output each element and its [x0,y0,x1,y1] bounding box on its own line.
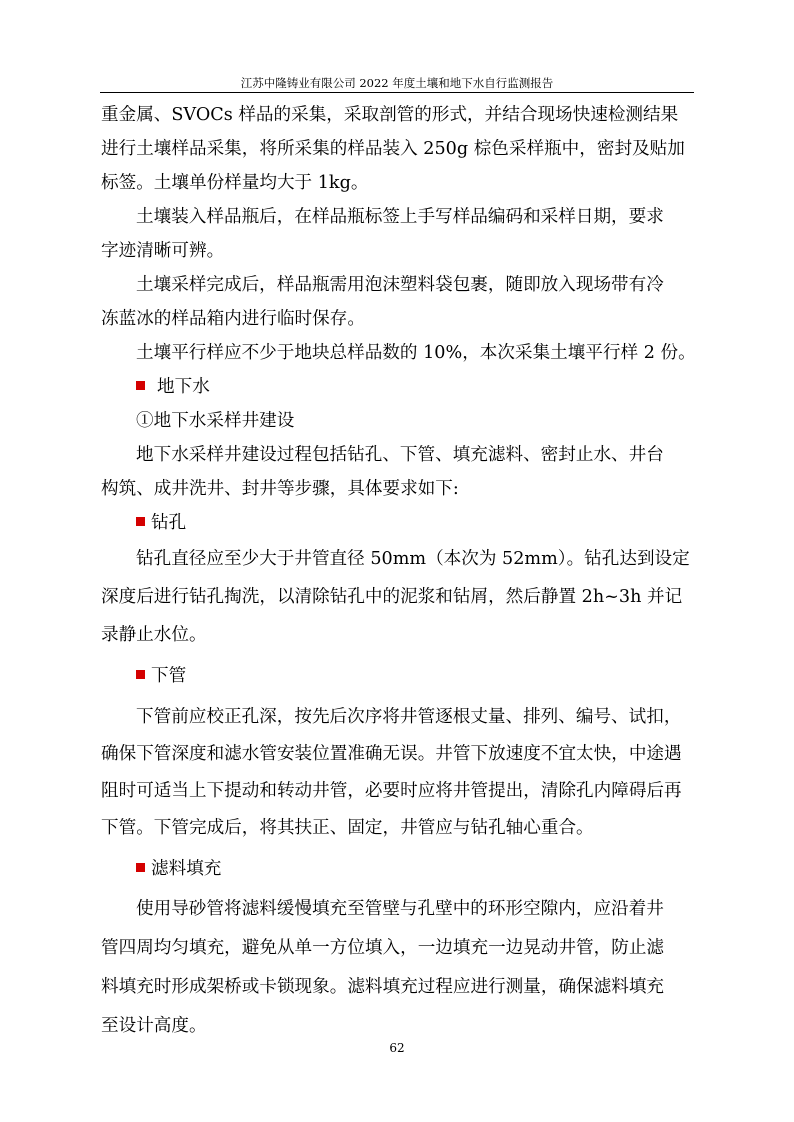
paragraph-line: 字迹清晰可辨。 [101,241,225,261]
heading-text: 地下水 [157,377,210,397]
paragraph-line: 重金属、SVOCs 样品的采集，采取剖管的形式，并结合现场快速检测结果 [101,105,679,125]
bullet-square-icon [136,517,145,526]
section-heading-groundwater [136,376,736,398]
section-heading-pipe-installation [136,665,736,687]
paragraph-line: 土壤装入样品瓶后，在样品瓶标签上手写样品编码和采样日期，要求 [136,207,664,227]
paragraph-line: 构筑、成井洗井、封井等步骤，具体要求如下: [101,479,459,499]
bullet-square-icon [136,863,145,872]
paragraph-line: 进行土壤样品采集，将所采集的样品装入 250g 棕色采样瓶中，密封及贴加 [101,139,685,159]
paragraph-line: 使用导砂管将滤料缓慢填充至管壁与孔壁中的环形空隙内，应沿着井 [136,899,664,919]
paragraph-line: 下管。下管完成后，将其扶正、固定，井管应与钻孔轴心重合。 [101,818,594,838]
paragraph-line: 下管前应校正孔深，按先后次序将井管逐根丈量、排列、编号、试扣， [136,707,682,727]
paragraph-line: 料填充时形成架桥或卡锁现象。滤料填充过程应进行测量，确保滤料填充 [101,977,665,997]
section-heading-drilling [136,512,736,534]
bullet-square-icon [136,670,145,679]
paragraph-line: 土壤采样完成后，样品瓶需用泡沫塑料袋包裹，随即放入现场带有冷 [136,275,664,295]
bullet-square-icon [136,381,145,390]
heading-text: 钻孔 [151,513,187,533]
paragraph-line: 至设计高度。 [101,1016,207,1036]
section-heading-filter-filling [136,858,736,880]
heading-text: 下管 [151,666,187,686]
paragraph-line: 阻时可适当上下提动和转动井管，必要时应将井管提出，清除孔内障碍后再 [101,781,682,801]
heading-text: 滤料填充 [151,859,222,879]
paragraph-line: 冻蓝冰的样品箱内进行临时保存。 [101,309,365,329]
page-header [100,74,694,93]
paragraph-line: 管四周均匀填充，避免从单一方位填入，一边填充一边晃动井管，防止滤 [101,938,665,958]
paragraph-line: 确保下管深度和滤水管安装位置准确无误。井管下放速度不宜太快，中途遇 [101,744,682,764]
paragraph-line: 钻孔直径应至少大于井管直径 50mm（本次为 52mm）。钻孔达到设定 [136,549,690,569]
header-title: 江苏中隆铸业有限公司 2022 年度土壤和地下水自行监测报告 [240,76,554,90]
paragraph-line: 录静止水位。 [101,625,207,645]
paragraph-line: 土壤平行样应不少于地块总样品数的 10%，本次采集土壤平行样 2 份。 [136,343,696,363]
page-number: 62 [389,1041,405,1055]
paragraph-line: 地下水采样井建设过程包括钻孔、下管、填充滤料、密封止水、井台 [136,445,664,465]
paragraph-line: 标签。土壤单份样量均大于 1kg。 [101,173,369,193]
paragraph-line: 深度后进行钻孔掏洗，以清除钻孔中的泥浆和钻屑，然后静置 2h~3h 并记 [101,587,683,607]
subsection-heading-well-construction: ①地下水采样井建设 [136,411,295,431]
